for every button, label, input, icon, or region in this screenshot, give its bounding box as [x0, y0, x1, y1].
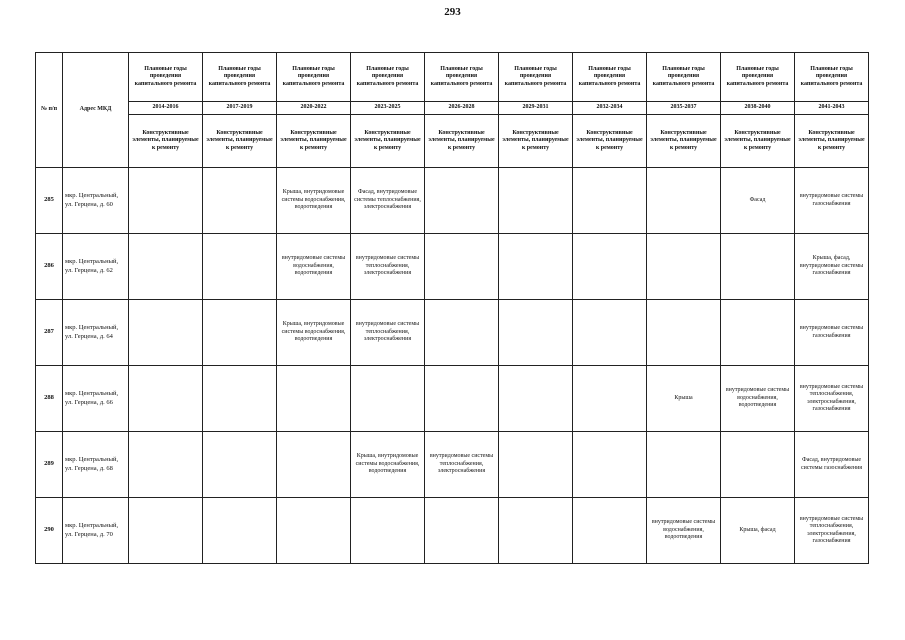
repair-elements-cell	[129, 234, 203, 300]
repair-elements-cell	[203, 168, 277, 234]
repair-elements-cell	[721, 234, 795, 300]
capital-repair-schedule-table	[35, 52, 869, 564]
table-body	[36, 168, 869, 564]
planned-years-header: Плановые годы проведения капитального ремонта	[129, 53, 203, 102]
repair-elements-cell: внутридомовые системы газоснабжения	[795, 300, 869, 366]
elements-header: Конструктивные элементы, планируемые к ремонту	[647, 115, 721, 168]
repair-elements-cell	[277, 366, 351, 432]
repair-elements-cell	[203, 432, 277, 498]
repair-elements-cell	[647, 432, 721, 498]
period-header: 2017-2019	[203, 102, 277, 115]
repair-elements-cell	[277, 498, 351, 564]
repair-elements-cell	[425, 234, 499, 300]
period-header: 2026-2028	[425, 102, 499, 115]
repair-elements-cell	[351, 366, 425, 432]
table-row	[36, 498, 869, 564]
planned-years-header: Плановые годы проведения капитального ремонта	[573, 53, 647, 102]
repair-elements-cell	[573, 432, 647, 498]
building-address: мкр. Центральный, ул. Герцена, д. 62	[63, 234, 129, 300]
planned-years-header: Плановые годы проведения капитального ремонта	[277, 53, 351, 102]
repair-elements-cell: Фасад	[721, 168, 795, 234]
repair-elements-cell	[129, 366, 203, 432]
repair-elements-cell	[129, 432, 203, 498]
planned-years-header: Плановые годы проведения капитального ремонта	[721, 53, 795, 102]
repair-elements-cell	[129, 300, 203, 366]
row-number: 289	[36, 432, 63, 498]
repair-elements-cell	[647, 234, 721, 300]
num-header: № п/п	[36, 53, 63, 168]
repair-elements-cell	[425, 366, 499, 432]
elements-header: Конструктивные элементы, планируемые к ремонту	[129, 115, 203, 168]
repair-elements-cell	[499, 234, 573, 300]
repair-elements-cell: Крыша, внутридомовые системы водоснабжения, водоотведения	[351, 432, 425, 498]
building-address: мкр. Центральный, ул. Герцена, д. 60	[63, 168, 129, 234]
repair-elements-cell: внутридомовые системы теплоснабжения, электроснабжения	[351, 300, 425, 366]
repair-elements-cell	[203, 498, 277, 564]
repair-elements-cell	[499, 432, 573, 498]
building-address: мкр. Центральный, ул. Герцена, д. 70	[63, 498, 129, 564]
repair-elements-cell	[425, 300, 499, 366]
header-row-planned-years	[36, 53, 869, 102]
repair-elements-cell: внутридомовые системы теплоснабжения, электроснабжения, газоснабжения	[795, 498, 869, 564]
table-row	[36, 168, 869, 234]
repair-elements-cell	[499, 498, 573, 564]
period-header: 2038-2040	[721, 102, 795, 115]
header-row-periods	[36, 102, 869, 115]
repair-elements-cell	[647, 168, 721, 234]
address-header: Адрес МКД	[63, 53, 129, 168]
elements-header: Конструктивные элементы, планируемые к ремонту	[351, 115, 425, 168]
row-number: 286	[36, 234, 63, 300]
elements-header: Конструктивные элементы, планируемые к ремонту	[721, 115, 795, 168]
repair-elements-cell: внутридомовые системы водоснабжения, водоотведения	[277, 234, 351, 300]
planned-years-header: Плановые годы проведения капитального ремонта	[351, 53, 425, 102]
repair-elements-cell: внутридомовые системы водоснабжения, водоотведения	[647, 498, 721, 564]
table-header	[36, 53, 869, 168]
building-address: мкр. Центральный, ул. Герцена, д. 64	[63, 300, 129, 366]
repair-elements-cell: Крыша, внутридомовые системы водоснабжения, водоотведения	[277, 168, 351, 234]
building-address: мкр. Центральный, ул. Герцена, д. 68	[63, 432, 129, 498]
repair-elements-cell	[499, 300, 573, 366]
row-number: 290	[36, 498, 63, 564]
period-header: 2023-2025	[351, 102, 425, 115]
repair-elements-cell: Крыша, внутридомовые системы водоснабжения, водоотведения	[277, 300, 351, 366]
repair-elements-cell	[203, 300, 277, 366]
repair-elements-cell: внутридомовые системы теплоснабжения, электроснабжения, газоснабжения	[795, 366, 869, 432]
repair-elements-cell: внутридомовые системы водоснабжения, водоотведения	[721, 366, 795, 432]
period-header: 2032-2034	[573, 102, 647, 115]
repair-elements-cell	[425, 498, 499, 564]
repair-elements-cell	[129, 168, 203, 234]
elements-header: Конструктивные элементы, планируемые к ремонту	[203, 115, 277, 168]
planned-years-header: Плановые годы проведения капитального ремонта	[425, 53, 499, 102]
repair-elements-cell: внутридомовые системы теплоснабжения, электроснабжения	[351, 234, 425, 300]
row-number: 285	[36, 168, 63, 234]
repair-elements-cell	[573, 234, 647, 300]
planned-years-header: Плановые годы проведения капитального ремонта	[795, 53, 869, 102]
repair-elements-cell	[203, 234, 277, 300]
planned-years-header: Плановые годы проведения капитального ремонта	[499, 53, 573, 102]
repair-elements-cell: Крыша, фасад, внутридомовые системы газоснабжения	[795, 234, 869, 300]
elements-header: Конструктивные элементы, планируемые к ремонту	[425, 115, 499, 168]
repair-elements-cell	[573, 366, 647, 432]
table-row	[36, 366, 869, 432]
repair-elements-cell	[573, 498, 647, 564]
repair-elements-cell	[573, 300, 647, 366]
repair-elements-cell	[129, 498, 203, 564]
repair-elements-cell: Крыша	[647, 366, 721, 432]
row-number: 287	[36, 300, 63, 366]
repair-elements-cell	[721, 432, 795, 498]
elements-header: Конструктивные элементы, планируемые к ремонту	[499, 115, 573, 168]
repair-elements-cell	[499, 168, 573, 234]
table-row	[36, 300, 869, 366]
period-header: 2041-2043	[795, 102, 869, 115]
period-header: 2029-2031	[499, 102, 573, 115]
repair-elements-cell: Крыша, фасад	[721, 498, 795, 564]
repair-elements-cell	[573, 168, 647, 234]
repair-elements-cell	[351, 498, 425, 564]
repair-elements-cell	[277, 432, 351, 498]
planned-years-header: Плановые годы проведения капитального ремонта	[647, 53, 721, 102]
repair-elements-cell	[425, 168, 499, 234]
repair-elements-cell: внутридомовые системы газоснабжения	[795, 168, 869, 234]
elements-header: Конструктивные элементы, планируемые к ремонту	[277, 115, 351, 168]
page-number: 293	[444, 6, 461, 18]
repair-elements-cell	[647, 300, 721, 366]
header-row-elements	[36, 115, 869, 168]
period-header: 2020-2022	[277, 102, 351, 115]
repair-elements-cell: Фасад, внутридомовые системы газоснабжения	[795, 432, 869, 498]
repair-elements-cell	[721, 300, 795, 366]
table-row	[36, 234, 869, 300]
row-number: 288	[36, 366, 63, 432]
repair-elements-cell: внутридомовые системы теплоснабжения, электроснабжения	[425, 432, 499, 498]
repair-elements-cell	[203, 366, 277, 432]
elements-header: Конструктивные элементы, планируемые к ремонту	[795, 115, 869, 168]
table-row	[36, 432, 869, 498]
building-address: мкр. Центральный, ул. Герцена, д. 66	[63, 366, 129, 432]
period-header: 2035-2037	[647, 102, 721, 115]
period-header: 2014-2016	[129, 102, 203, 115]
repair-elements-cell: Фасад, внутридомовые системы теплоснабжения, электроснабжения	[351, 168, 425, 234]
planned-years-header: Плановые годы проведения капитального ремонта	[203, 53, 277, 102]
repair-elements-cell	[499, 366, 573, 432]
elements-header: Конструктивные элементы, планируемые к ремонту	[573, 115, 647, 168]
